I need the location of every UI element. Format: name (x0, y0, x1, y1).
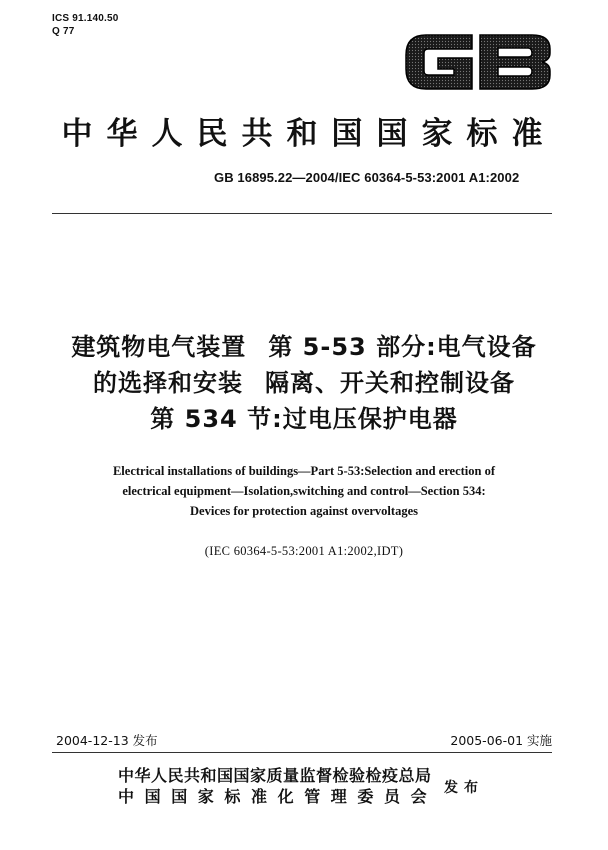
title-en (0, 461, 608, 521)
standard-number: GB 16895.22—2004/IEC 60364-5-53:2001 A1:2002 (214, 170, 520, 185)
issuing-org-1: 中华人民共和国国家质量监督检验检疫总局 (118, 766, 432, 785)
title-en-line-1: Electrical installations of buildings—Part 5-53:Selection and erection of (112, 464, 496, 478)
title-cn-line-2-part-a: 的选择和安装 (93, 369, 243, 397)
bottom-divider (52, 752, 552, 753)
issuing-org-2: 中国国家标准化管理委员会 (118, 787, 438, 806)
title-cn-line-1-part-a: 建筑物电气装置 (71, 333, 247, 361)
title-en-line-3: Devices for protection against overvoltages (190, 504, 418, 518)
title-cn-line-3: 第 534 节:过电压保护电器 (150, 405, 458, 433)
equivalence-statement: (IEC 60364-5-53:2001 A1:2002,IDT) (204, 544, 404, 558)
effective-date: 2005-06-01 实施 (450, 733, 552, 748)
title-cn-line-1 (0, 332, 608, 362)
classification-codes (52, 12, 119, 38)
title-en-line-2: electrical equipment—Isolation,switching and control—Section 534: (122, 484, 486, 498)
gb-logo (402, 31, 554, 93)
standard-name: 中华人民共和国国家标准 (61, 116, 557, 152)
top-divider (52, 213, 552, 214)
title-cn-line-2-part-b: 隔离、开关和控制设备 (265, 369, 515, 397)
publication-date: 2004-12-13 发布 (56, 733, 158, 748)
release-label: 发布 (444, 780, 484, 796)
class-code: Q 77 (52, 26, 75, 37)
title-cn-line-2 (0, 368, 608, 398)
title-cn-line-1-part-b: 第 5-53 部分:电气设备 (268, 333, 537, 361)
ics-code: ICS 91.140.50 (52, 13, 119, 24)
